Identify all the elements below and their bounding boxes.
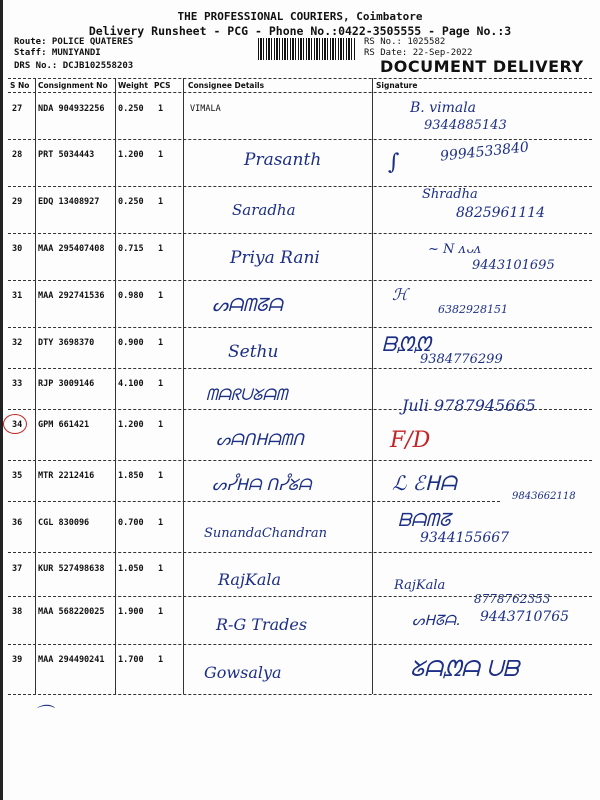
header-bottom-rule bbox=[8, 92, 592, 93]
row-consignment: MAA 568220025 bbox=[38, 607, 105, 617]
row-weight: 0.900 bbox=[118, 338, 144, 348]
row-consignment: RJP 3009146 bbox=[38, 379, 95, 389]
row-signature: F/D bbox=[390, 428, 431, 453]
row-sno: 36 bbox=[12, 518, 23, 528]
row-weight: 0.700 bbox=[118, 518, 144, 528]
col-sno: S No bbox=[10, 81, 30, 90]
row-sno: 34 bbox=[12, 420, 23, 430]
row-phone: 9443710765 bbox=[480, 609, 570, 625]
row-sno: 31 bbox=[12, 291, 23, 301]
row-pcs: 1 bbox=[158, 607, 164, 617]
row-consignment: EDQ 13408927 bbox=[38, 197, 100, 207]
row-sno: 33 bbox=[12, 379, 23, 389]
row-signature-mark: ᗷᗩᗰᘔ bbox=[398, 510, 451, 531]
company-title: THE PROFESSIONAL COURIERS, Coimbatore bbox=[177, 10, 423, 23]
row-weight: 0.715 bbox=[118, 244, 144, 254]
row-sno: 39 bbox=[12, 655, 23, 665]
row-weight: 0.250 bbox=[118, 104, 144, 114]
row-pcs: 1 bbox=[158, 379, 164, 389]
row-consignment: NDA 904932256 bbox=[38, 104, 105, 114]
row-consignment: MAA 292741536 bbox=[38, 291, 105, 301]
row-weight: 1.850 bbox=[118, 471, 144, 481]
row-sno: 37 bbox=[12, 564, 23, 574]
runsheet-subtitle: Delivery Runsheet - PCG - Phone No.:0422-3505555 - Page No.:3 bbox=[88, 24, 512, 38]
row-consignment: PRT 5034443 bbox=[38, 150, 95, 160]
row-sno: 28 bbox=[12, 150, 23, 160]
row-signature: B. vimala bbox=[410, 100, 477, 116]
row-phone: 9994533840 bbox=[439, 139, 530, 165]
row-weight: 1.200 bbox=[118, 150, 144, 160]
row-weight: 1.050 bbox=[118, 564, 144, 574]
row-sno: 29 bbox=[12, 197, 23, 207]
table-row bbox=[0, 508, 600, 560]
col-pcs: PCS bbox=[154, 81, 171, 90]
row-phone: 9843662118 bbox=[512, 491, 576, 502]
col-weight: Weight bbox=[118, 81, 148, 90]
row-signature-mark: ᔕᕼᘔᗩ. bbox=[412, 613, 461, 629]
row-signature-mark: ᘜᗩᘻᗩ ᑌᗷ bbox=[410, 657, 519, 682]
col-consignment: Consignment No bbox=[38, 81, 108, 90]
row-pcs: 1 bbox=[158, 338, 164, 348]
row-pcs: 1 bbox=[158, 104, 164, 114]
header-top-rule bbox=[8, 78, 592, 79]
row-signature-mark: ℋ bbox=[392, 285, 408, 304]
table-row bbox=[0, 187, 600, 239]
table-row bbox=[0, 461, 600, 513]
row-pcs: 1 bbox=[158, 564, 164, 574]
row-phone: Juli 9787945665 bbox=[402, 396, 536, 415]
table-row bbox=[0, 645, 600, 697]
row-consignee-handwritten-scribble: ᔕᗩᑎᕼᗩᗰᑎ bbox=[216, 430, 304, 449]
drs-label: DRS No.: DCJB102558203 bbox=[14, 61, 134, 71]
table-row bbox=[0, 94, 600, 146]
row-phone: 6382928151 bbox=[438, 303, 508, 316]
row-consignee-handwritten: RajKala bbox=[218, 570, 282, 589]
col-consignee: Consignee Details bbox=[188, 81, 265, 90]
row-consignee-handwritten: Saradha bbox=[232, 201, 296, 219]
row-weight: 0.980 bbox=[118, 291, 144, 301]
row-signature-mark: ∫ bbox=[388, 150, 400, 175]
staff-label: Staff: MUNIYANDI bbox=[14, 48, 101, 58]
row-phone: 9344155667 bbox=[420, 530, 510, 546]
row-phone: 9384776299 bbox=[420, 352, 503, 367]
row-sno: 27 bbox=[12, 104, 23, 114]
row-pcs: 1 bbox=[158, 291, 164, 301]
route-label: Route: POLICE QUATERES bbox=[14, 37, 134, 47]
row-consignment: MAA 294490241 bbox=[38, 655, 105, 665]
row-consignee-handwritten: Prasanth bbox=[244, 150, 322, 170]
table-row bbox=[0, 597, 600, 649]
row-phone: 9443101695 bbox=[472, 258, 555, 273]
row-consignee-handwritten: R-G Trades bbox=[216, 615, 308, 634]
row-pcs: 1 bbox=[158, 150, 164, 160]
row-consignment: CGL 830096 bbox=[38, 518, 90, 528]
row-consignment: KUR 527498638 bbox=[38, 564, 105, 574]
row-consignee-handwritten: Gowsalya bbox=[204, 663, 282, 682]
barcode bbox=[258, 38, 356, 60]
rs-number: RS No.: 1025582 bbox=[364, 37, 446, 47]
row-consignee-printed: VIMALA bbox=[190, 104, 221, 114]
row-rule bbox=[8, 552, 592, 553]
row-consignee-handwritten-scribble: ᔕᓮᕼᗩ ᑎᓮᘜᗩ bbox=[212, 475, 312, 494]
row-weight: 0.250 bbox=[118, 197, 144, 207]
row-weight: 1.700 bbox=[118, 655, 144, 665]
row-consignment: GPM 661421 bbox=[38, 420, 90, 430]
col-signature: Signature bbox=[376, 81, 418, 90]
table-row bbox=[0, 396, 600, 462]
row-sno: 38 bbox=[12, 607, 23, 617]
row-sno: 32 bbox=[12, 338, 23, 348]
row-consignment: MTR 2212416 bbox=[38, 471, 95, 481]
document-delivery-stamp: DOCUMENT DELIVERY bbox=[380, 57, 584, 76]
row-weight: 1.900 bbox=[118, 607, 144, 617]
row-weight: 4.100 bbox=[118, 379, 144, 389]
row-phone: 8825961114 bbox=[456, 205, 546, 221]
row-pcs: 1 bbox=[158, 197, 164, 207]
row-phone: 8778762353 bbox=[474, 592, 551, 606]
row-weight: 1.200 bbox=[118, 420, 144, 430]
table-row bbox=[0, 140, 600, 192]
table-row bbox=[0, 234, 600, 286]
row-rule bbox=[8, 694, 592, 695]
table-row bbox=[0, 281, 600, 333]
row-sno: 30 bbox=[12, 244, 23, 254]
row-signature-mark: ~ N ᴧᴗᴧ bbox=[428, 242, 482, 257]
row-pcs: 1 bbox=[158, 518, 164, 528]
row-consignee-handwritten: Priya Rani bbox=[230, 248, 320, 268]
row-pcs: 1 bbox=[158, 471, 164, 481]
row-signature-mark: ᗷᘻᘻ bbox=[382, 332, 431, 356]
row-signature: RajKala bbox=[394, 578, 446, 593]
row-sno: 35 bbox=[12, 471, 23, 481]
row-rule bbox=[8, 501, 500, 502]
row-pcs: 1 bbox=[158, 655, 164, 665]
row-signature: Shradha bbox=[422, 187, 478, 202]
stray-pen-mark: ⌒ bbox=[34, 704, 52, 725]
row-consignment: MAA 295407408 bbox=[38, 244, 105, 254]
row-consignee-handwritten: Sethu bbox=[228, 342, 279, 362]
row-consignee-handwritten-scribble: ᗰᗩᖇᑌᘜᗩᗰ bbox=[206, 385, 288, 404]
row-pcs: 1 bbox=[158, 244, 164, 254]
row-phone: 9344885143 bbox=[424, 118, 507, 133]
rs-date: RS Date: 22-Sep-2022 bbox=[364, 48, 473, 58]
row-signature-mark: ℒ ℰᕼᗩ bbox=[392, 471, 457, 495]
row-consignee-handwritten: SunandaChandran bbox=[204, 526, 327, 541]
row-consignment: DTY 3698370 bbox=[38, 338, 95, 348]
row-consignee-handwritten-scribble: ᔕᗩᗰᘔᗩ bbox=[212, 295, 283, 316]
row-pcs: 1 bbox=[158, 420, 164, 430]
